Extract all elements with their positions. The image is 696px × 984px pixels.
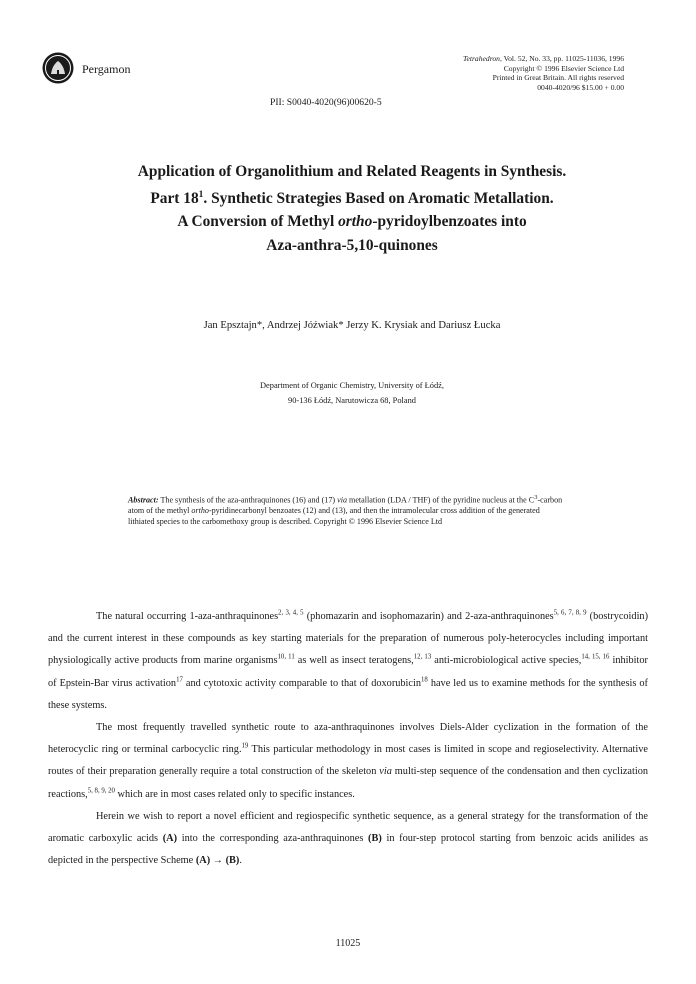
publisher-logo-icon [42, 52, 74, 84]
page-number: 11025 [335, 938, 361, 949]
paragraph-herein: Herein we wish to report a novel efficient and regiospecific synthetic sequence, as a general strategy for the transformation of the aromatic carboxylic acids (A) into the corresponding aza-anthraquinones (B) in four-step protocol starting from benzoic acids anilides as depicted in the perspective Scheme (A) → (B). [48, 810, 649, 867]
paper-title: Application of Organolithium and Related Reagents in Synthesis. Part $18^1$. Synthetic Strategies Based on Aromatic Metallation. A Conversion of Methyl ortho-pyridoylbenzoates into Aza-anthra-5,10-quinones [137, 163, 567, 254]
publisher-name: Pergamon [82, 62, 131, 76]
printed-line: Printed in Great Britain. All rights reserved [492, 73, 624, 83]
pii-code: PII: S0040-4020(96)00620-5 [270, 97, 382, 108]
paragraph-intro: The natural occurring 1-aza-anthraquinones$^{2, 3, 4, 5}$ (phomazarin and isophomazarin) and 2-aza-anthraquinones$^{5, 6, 7, 8, 9}$ (bostrycoidin) and the current interest in these compounds as key starting materials for the preparation of numerous poly-heterocycles including important physiologically active products from marine organisms$^{10, 11}$ as well as insect teratogens,$^{12, 13}$ anti-microbiological active species,$^{14, 15, 16}$ inhibitor of Epstein-Bar virus activation$^{17}$ and cytotoxic activity comparable to that of doxorubicin$^{18}$ have led us to examine methods for the synthesis of these systems. [48, 609, 649, 711]
journal-citation: Tetrahedron, Vol. 52, No. 33, pp. 11025-11036, 1996 [462, 54, 624, 63]
price-code: 0040-4020/96 $15.00 + 0.00 [537, 82, 624, 92]
body-text [48, 606, 648, 872]
abstract: Abstract: The synthesis of the aza-anthraquinones (16) and (17) via metallation (LDA / THF) of the pyridine nucleus at the $C^3$-carbon atom of the methyl ortho-pyridinecarbonyl benzoates (12) and (13), and then the intramolecular cross addition of the generated lithiated species to the carbomethoxy group is described. Copyright © 1996 Elsevier Science Ltd [128, 494, 563, 527]
author-list: Jan Epsztajn*, Andrzej Jóźwiak* Jerzy K. Krysiak and Dariusz Łucka [203, 320, 501, 331]
journal-info [294, 54, 624, 92]
affiliation: Department of Organic Chemistry, University of Łódź, 90-136 Łódź, Narutowicza 68, Poland [260, 381, 444, 405]
copyright-line: Copyright © 1996 Elsevier Science Ltd [503, 63, 624, 73]
paragraph-routes: The most frequently travelled synthetic route to aza-anthraquinones involves Diels-Alder cyclization in the formation of the heterocyclic ring or terminal carbocyclic ring.$^{19}$ This particular methodology in most cases is limited in scope and regioselectivity. Alternative routes of their preparation generally require a total construction of the skeleton via multi-step sequence of the condensation and then cyclization reactions,$^{5, 8, 9, 20}$ which are in most cases related only to specific instances. [48, 722, 648, 800]
